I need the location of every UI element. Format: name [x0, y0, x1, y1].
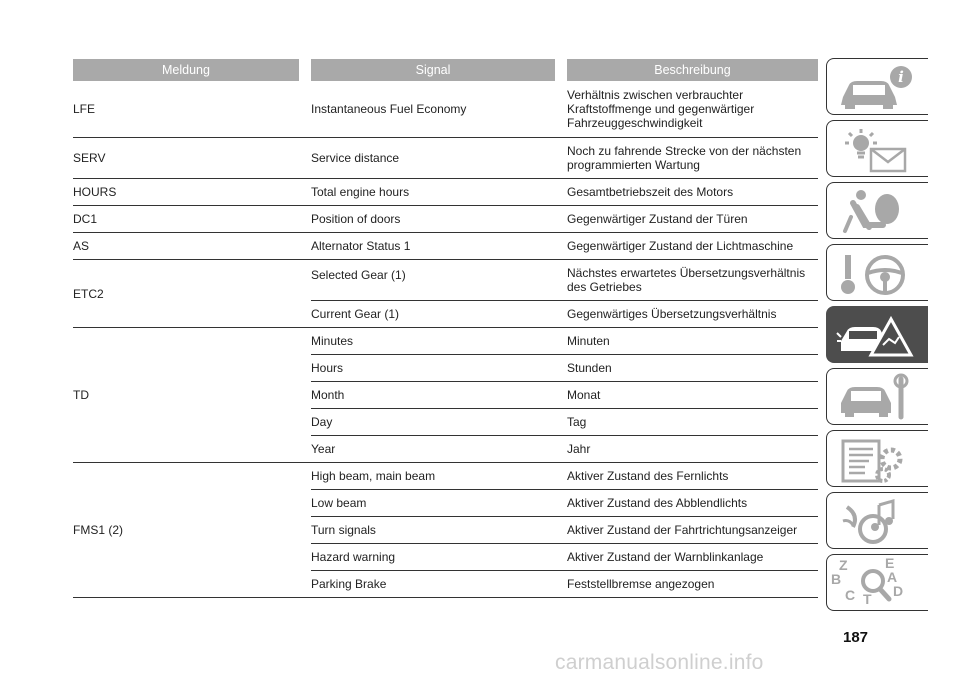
group-as	[73, 233, 818, 260]
tab-technical-specs[interactable]	[826, 430, 928, 487]
table-row	[311, 570, 818, 597]
description-cell: Jahr	[567, 442, 591, 456]
signal-cell: Turn signals	[311, 523, 376, 537]
description-cell: Minuten	[567, 334, 610, 348]
table-row	[311, 408, 818, 435]
signal-cell: Year	[311, 442, 336, 456]
car-service-wrench-icon	[835, 373, 915, 423]
warning-lights-message-icon	[835, 125, 915, 175]
description-cell: Feststellbremse angezogen	[567, 577, 715, 591]
key-steering-wheel-icon	[835, 249, 915, 299]
group-fms1	[73, 463, 818, 598]
index-letter: Z	[839, 557, 848, 573]
description-cell: Gegenwärtiger Zustand der Lichtmaschine	[567, 239, 794, 253]
signal-cell: Day	[311, 415, 333, 429]
multimedia-music-icon	[835, 497, 915, 547]
tab-starting-driving[interactable]	[826, 244, 928, 301]
table-row	[311, 81, 818, 137]
signal-cell: Hours	[311, 361, 344, 375]
table-row	[311, 206, 818, 232]
group-serv	[73, 138, 818, 179]
tab-warning-lights[interactable]	[826, 120, 928, 177]
table-row	[311, 516, 818, 543]
group-lfe	[73, 81, 818, 138]
group-label: FMS1 (2)	[73, 523, 124, 537]
index-letter: D	[893, 583, 904, 599]
table-row	[311, 543, 818, 570]
tab-car-info[interactable]	[826, 58, 928, 115]
description-cell: Nächstes erwartetes Übersetzungsverhältnis des Getriebes	[567, 266, 806, 294]
group-etc2	[73, 260, 818, 328]
group-label: TD	[73, 388, 89, 402]
table-row	[311, 463, 818, 489]
signal-cell: High beam, main beam	[311, 469, 436, 483]
tab-emergency[interactable]	[826, 306, 928, 363]
table-row	[311, 179, 818, 205]
signal-cell: Instantaneous Fuel Economy	[311, 102, 467, 116]
signal-cell: Parking Brake	[311, 577, 387, 591]
signal-cell: Low beam	[311, 496, 367, 510]
index-letter: T	[863, 591, 872, 607]
table-row	[311, 328, 818, 354]
table-row	[311, 489, 818, 516]
tab-safety[interactable]	[826, 182, 928, 239]
group-label: AS	[73, 239, 90, 253]
signal-cell: Position of doors	[311, 212, 401, 226]
svg-text:i: i	[898, 68, 904, 86]
index-letter: A	[887, 569, 898, 585]
group-label: SERV	[73, 151, 106, 165]
description-cell: Verhältnis zwischen verbrauchter Kraftstoffmenge und gegenwärtiger Fahrzeuggeschwindigkeit	[567, 88, 755, 130]
specs-gear-icon	[835, 435, 915, 485]
group-label: LFE	[73, 102, 96, 116]
table-row	[311, 260, 818, 300]
group-label: DC1	[73, 212, 98, 226]
group-label: ETC2	[73, 286, 104, 301]
index-letter: B	[831, 571, 842, 587]
signal-cell: Total engine hours	[311, 185, 410, 199]
page-number: 187	[843, 629, 869, 646]
group-hours	[73, 179, 818, 206]
signal-cell: Selected Gear (1)	[311, 268, 406, 282]
description-cell: Monat	[567, 388, 601, 402]
description-cell: Tag	[567, 415, 587, 429]
group-dc1	[73, 206, 818, 233]
description-cell: Gesamtbetriebszeit des Motors	[567, 185, 734, 199]
table-row	[311, 354, 818, 381]
airbag-seat-icon	[835, 187, 915, 237]
description-cell: Stunden	[567, 361, 612, 375]
group-td	[73, 328, 818, 463]
header-beschreibung: Beschreibung	[567, 59, 818, 81]
signal-cell: Month	[311, 388, 345, 402]
table-header	[73, 59, 818, 81]
description-cell: Aktiver Zustand des Abblendlichts	[567, 496, 748, 510]
index-letter: E	[885, 555, 895, 571]
signal-cell: Hazard warning	[311, 550, 396, 564]
description-cell: Gegenwärtiges Übersetzungsverhältnis	[567, 307, 777, 321]
description-cell: Aktiver Zustand der Warnblinkanlage	[567, 550, 764, 564]
description-cell: Gegenwärtiger Zustand der Türen	[567, 212, 748, 226]
watermark-text: carmanualsonline.info	[555, 651, 764, 674]
table-row	[311, 300, 818, 327]
signal-cell: Current Gear (1)	[311, 307, 400, 321]
header-signal: Signal	[311, 59, 555, 81]
car-info-icon	[835, 63, 915, 113]
description-cell: Aktiver Zustand des Fernlichts	[567, 469, 729, 483]
tab-multimedia[interactable]	[826, 492, 928, 549]
header-meldung: Meldung	[73, 59, 299, 81]
description-cell: Noch zu fahrende Strecke von der nächsten programmierten Wartung	[567, 144, 802, 172]
message-table	[73, 59, 818, 598]
table-row	[311, 435, 818, 462]
group-label: HOURS	[73, 185, 117, 199]
signal-cell: Alternator Status 1	[311, 239, 411, 253]
table-row	[311, 138, 818, 178]
signal-cell: Minutes	[311, 334, 354, 348]
index-letter: C	[845, 587, 856, 603]
car-hazard-triangle-icon	[835, 311, 915, 361]
tab-index[interactable]	[826, 554, 928, 611]
table-row	[311, 233, 818, 259]
signal-cell: Service distance	[311, 151, 400, 165]
tab-servicing[interactable]	[826, 368, 928, 425]
table-row	[311, 381, 818, 408]
description-cell: Aktiver Zustand der Fahrtrichtungsanzeiger	[567, 523, 798, 537]
